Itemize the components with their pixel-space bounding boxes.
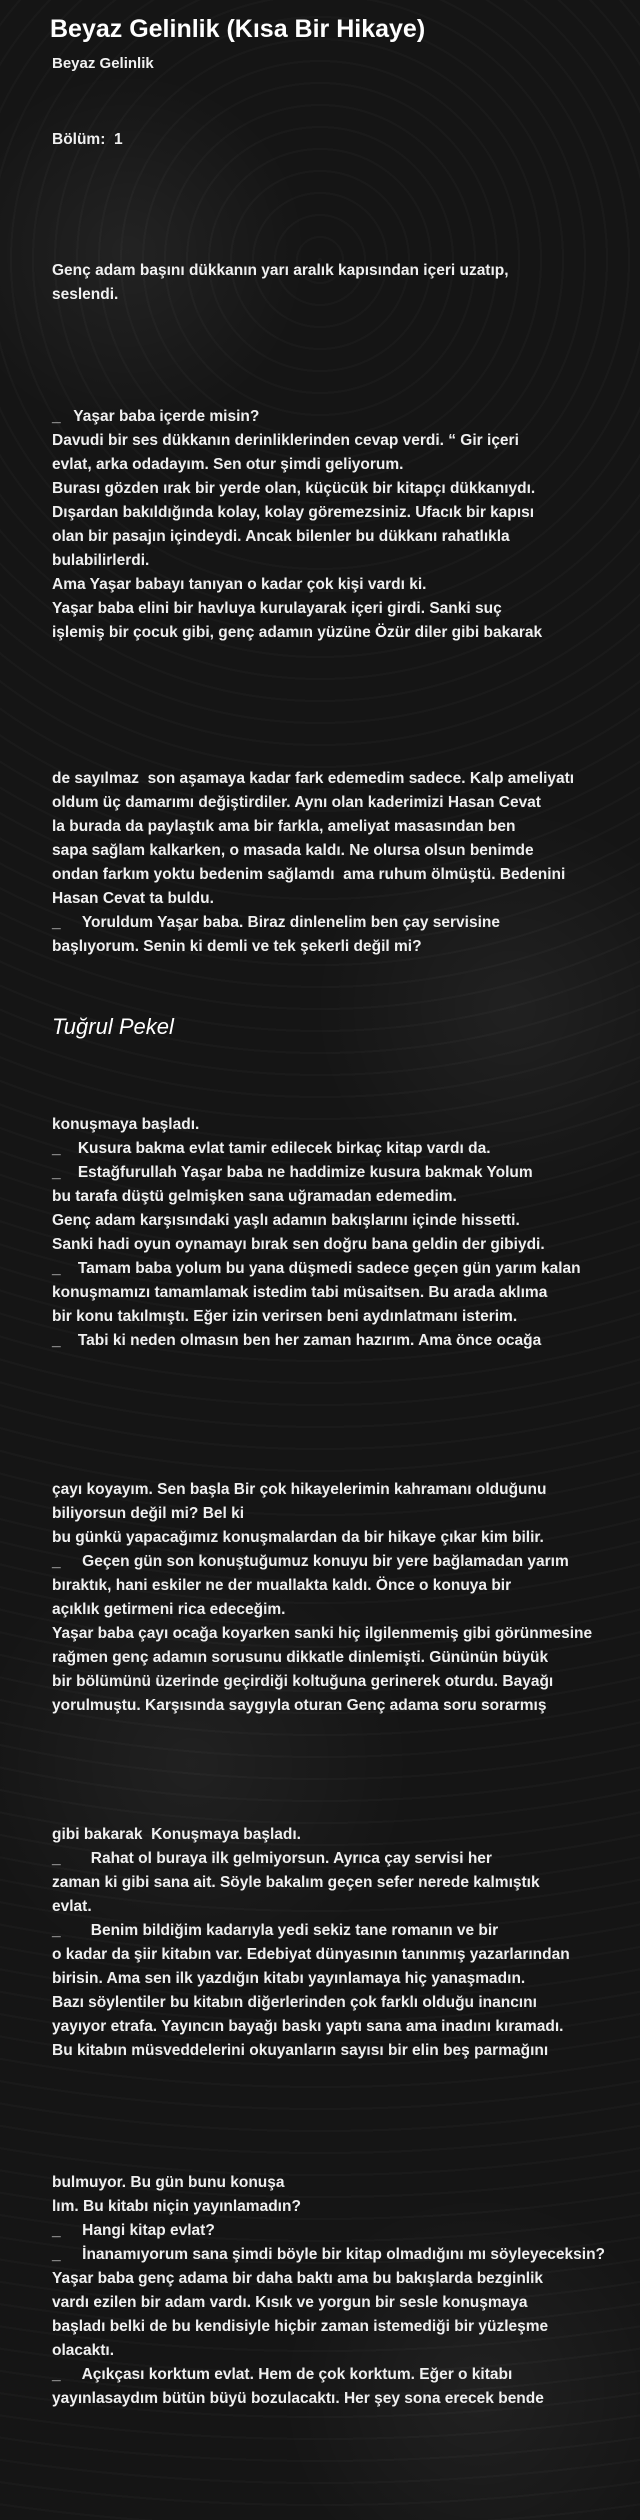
text-line: yayınlasaydım bütün büyü bozulacaktı. Her şey sona erecek bende: [52, 2390, 544, 2407]
text-line: _ İnanamıyorum sana şimdi böyle bir kitap olmadığını mı söyleyeceksin?: [52, 2246, 606, 2263]
text-line: bu tarafa düştü gelmişken sana uğramadan edemedim.: [52, 1188, 457, 1205]
text-line: çayı koyayım. Sen başla Bir çok hikayelerimin kahramanı olduğunu: [52, 1481, 547, 1498]
text-line: sapa sağlam kalkarken, o masada kaldı. Ne olursa olsun benimde: [52, 842, 534, 859]
text-line: vardı ezilen bir adam vardı. Kısık ve yorgun bir sesle konuşmaya: [52, 2294, 528, 2311]
text-line: açıklık getirmeni rica edeceğim.: [52, 1601, 286, 1618]
paragraph-5: [52, 1478, 637, 1718]
text-line: Sanki hadi oyun oynamayı bırak sen doğru bana geldin der gibiydi.: [52, 1236, 545, 1253]
paragraph-4: [52, 1113, 637, 1353]
text-line: Bölüm: 1: [52, 131, 123, 148]
text-line: seslendi.: [52, 286, 119, 303]
text-line: _ Yaşar baba içerde misin?: [52, 408, 260, 425]
text-line: işlemiş bir çocuk gibi, genç adamın yüzüne Özür diler gibi bakarak: [52, 624, 543, 641]
text-line: biliyorsun değil mi? Bel ki: [52, 1505, 245, 1522]
text-line: bir konu takılmıştı. Eğer izin verirsen beni aydınlatmanı isterim.: [52, 1308, 518, 1325]
chapter-heading: [52, 128, 637, 152]
text-line: başlıyorum. Senin ki demli ve tek şekerli değil mi?: [52, 938, 422, 955]
text-line: Yaşar baba çayı ocağa koyarken sanki hiç ilgilenmemiş gibi görünmesine: [52, 1625, 593, 1642]
text-line: oldum üç damarımı değiştirdiler. Aynı olan kaderimizi Hasan Cevat: [52, 794, 541, 811]
text-line: _ Tamam baba yolum bu yana düşmedi sadece geçen gün yarım kalan: [52, 1260, 581, 1277]
text-line: Dışardan bakıldığında kolay, kolay göremezsiniz. Ufacık bir kapısı: [52, 504, 535, 521]
text-line: Ama Yaşar babayı tanıyan o kadar çok kişi vardı ki.: [52, 576, 427, 593]
text-line: _ Geçen gün son konuştuğumuz konuyu bir yere bağlamadan yarım: [52, 1553, 569, 1570]
text-line: Bazı söylentiler bu kitabın diğerlerinden çok farklı olduğu inancını: [52, 1994, 537, 2011]
text-line: _ Benim bildiğim kadarıyla yedi sekiz tane romanın ve bir: [52, 1922, 499, 1939]
paragraph-3: [52, 767, 637, 959]
text-line: Davudi bir ses dükkanın derinliklerinden cevap verdi. “ Gir içeri: [52, 432, 519, 449]
text-line: bulmuyor. Bu gün bunu konuşa: [52, 2174, 285, 2191]
text-line: _ Açıkçası korktum evlat. Hem de çok korktum. Eğer o kitabı: [52, 2366, 513, 2383]
text-line: bu günkü yapacağımız konuşmalardan da bir hikaye çıkar kim bilir.: [52, 1529, 544, 1546]
text-line: evlat.: [52, 1898, 92, 1915]
text-line: Yaşar baba elini bir havluya kurulayarak içeri girdi. Sanki suç: [52, 600, 502, 617]
text-line: lım. Bu kitabı niçin yayınlamadın?: [52, 2198, 301, 2215]
text-line: Bu kitabın müsveddelerini okuyanların sayısı bir elin beş parmağını: [52, 2042, 549, 2059]
text-line: yorulmuştu. Karşısında saygıyla oturan Genç adama soru sorarmış: [52, 1697, 547, 1714]
text-line: olan bir pasajın içindeydi. Ancak bilenler bu dükkanı rahatlıkla: [52, 528, 510, 545]
paragraph-7: [52, 2171, 637, 2411]
text-line: yayıyor etrafa. Yayıncın bayağı baskı yaptı sana ama inadını kıramadı.: [52, 2018, 564, 2035]
text-line: la burada da paylaştık ama bir farkla, ameliyat masasından ben: [52, 818, 516, 835]
text-line: _ Tabi ki neden olmasın ben her zaman hazırım. Ama önce ocağa: [52, 1332, 542, 1349]
text-line: _ Estağfurullah Yaşar baba ne haddimize kusura bakmak Yolum: [52, 1164, 533, 1181]
text-line: birisin. Ama sen ilk yazdığın kitabı yayınlamaya hiç yanaşmadın.: [52, 1970, 526, 1987]
text-line: bıraktık, hani eskiler ne der muallakta kaldı. Önce o konuya bir: [52, 1577, 512, 1594]
text-line: rağmen genç adamın sorusunu dikkatle dinlemişti. Gününün büyük: [52, 1649, 549, 1666]
text-line: başladı belki de bu kendisiyle hiçbir zaman istemediği bir yüzleşme: [52, 2318, 549, 2335]
text-line: Genç adam başını dükkanın yarı aralık kapısından içeri uzatıp,: [52, 262, 509, 279]
text-line: olacaktı.: [52, 2342, 115, 2359]
paragraph-1: [52, 259, 637, 307]
story-subtitle: Beyaz Gelinlik: [52, 55, 154, 72]
author-name: Tuğrul Pekel: [52, 1014, 174, 1039]
text-line: zaman ki gibi sana ait. Söyle bakalım geçen sefer nerede kalmıştık: [52, 1874, 540, 1891]
text-line: _ Hangi kitap evlat?: [52, 2222, 215, 2239]
paragraph-2: [52, 405, 637, 645]
text-line: Hasan Cevat ta buldu.: [52, 890, 214, 907]
text-line: evlat, arka odadayım. Sen otur şimdi geliyorum.: [52, 456, 404, 473]
text-line: ondan farkım yoktu bedenim sağlamdı ama ruhum ölmüştü. Bedenini: [52, 866, 566, 883]
text-line: o kadar da şiir kitabın var. Edebiyat dünyasının tanınmış yazarlarından: [52, 1946, 570, 1963]
text-line: _ Yoruldum Yaşar baba. Biraz dinlenelim ben çay servisine: [52, 914, 500, 931]
text-line: de sayılmaz son aşamaya kadar fark edemedim sadece. Kalp ameliyatı: [52, 770, 575, 787]
text-line: gibi bakarak Konuşmaya başladı.: [52, 1826, 301, 1843]
text-line: Burası gözden ırak bir yerde olan, küçücük bir kitapçı dükkanıydı.: [52, 480, 536, 497]
text-line: Genç adam karşısındaki yaşlı adamın bakışlarını içinde hissetti.: [52, 1212, 520, 1229]
text-line: konuşmaya başladı.: [52, 1116, 200, 1133]
text-line: _ Kusura bakma evlat tamir edilecek birkaç kitap vardı da.: [52, 1140, 491, 1157]
text-line: _ Rahat ol buraya ilk gelmiyorsun. Ayrıca çay servisi her: [52, 1850, 492, 1867]
story-title: Beyaz Gelinlik (Kısa Bir Hikaye): [50, 15, 426, 43]
text-line: bir bölümünü üzerinde geçirdiği koltuğuna gerinerek oturdu. Bayağı: [52, 1673, 554, 1690]
text-line: konuşmamızı tamamlamak istedim tabi müsaitsen. Bu arada aklıma: [52, 1284, 548, 1301]
text-line: Yaşar baba genç adama bir daha baktı ama bu bakışlarda bezginlik: [52, 2270, 544, 2287]
text-line: bulabilirlerdi.: [52, 552, 150, 569]
paragraph-6: [52, 1823, 637, 2063]
